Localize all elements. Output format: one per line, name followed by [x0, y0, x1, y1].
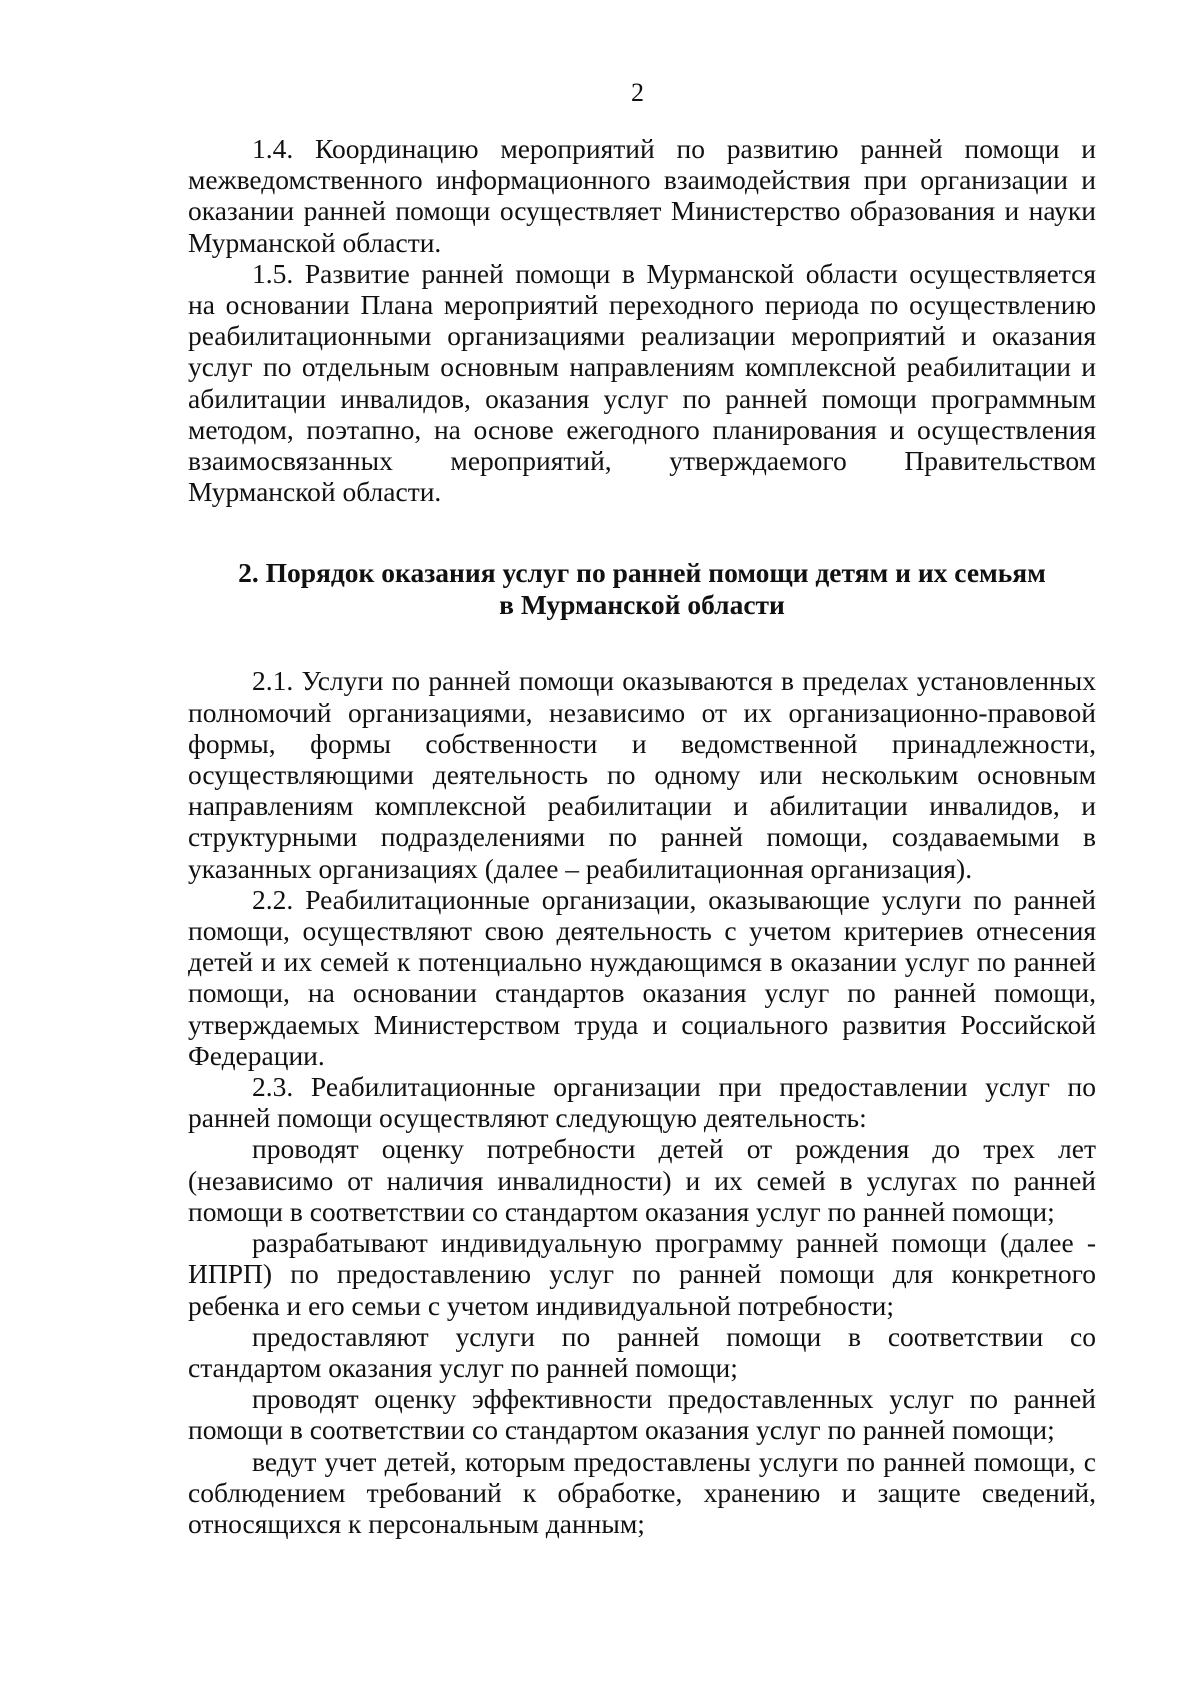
- list-item-records: ведут учет детей, которым предоставлены услуги по ранней помощи, с соблюдением требований к обработке, хранению и защите сведений, относящихся к персональным данным;: [188, 1445, 1096, 1539]
- paragraph-2-2: 2.2. Реабилитационные организации, оказывающие услуги по ранней помощи, осуществляют свою деятельность с учетом критериев отнесения детей и их семей к потенциально нуждающимся в оказании услуг по ранней помощи, на основании стандартов оказания услуг по ранней помощи, утверждаемых Министерством труда и социального развития Российской Федерации.: [188, 883, 1096, 1071]
- paragraph-2-1: 2.1. Услуги по ранней помощи оказываются в пределах установленных полномочий организациями, независимо от их организационно-правовой формы, формы собственности и ведомственной принадлежности, осуществляющими деятельность по одному или нескольким основным направлениям комплексной реабилитации и абилитации инвалидов, и структурными подразделениями по ранней помощи, создаваемыми в указанных организациях (далее – реабилитационная организация).: [188, 665, 1096, 884]
- section-heading-line-2: в Мурманской области: [499, 589, 785, 621]
- list-item-services: предоставляют услуги по ранней помощи в соответствии со стандартом оказания услуг по ранней помощи;: [188, 1320, 1096, 1383]
- section-heading-line-1: 2. Порядок оказания услуг по ранней помощи детям и их семьям: [238, 557, 1046, 589]
- paragraph-1-5: 1.5. Развитие ранней помощи в Мурманской области осуществляется на основании Плана мероприятий переходного периода по осуществлению реабилитационными организациями реализации мероприятий и оказания услуг по отдельным основным направлениям комплексной реабилитации и абилитации инвалидов, оказания услуг по ранней помощи программным методом, поэтапно, на основе ежегодного планирования и осуществления взаимосвязанных мероприятий, утверждаемого Правительством Мурманской области.: [188, 257, 1096, 508]
- list-item-iprp: разрабатывают индивидуальную программу ранней помощи (далее - ИПРП) по предоставлению услуг по ранней помощи для конкретного ребенка и его семьи с учетом индивидуальной потребности;: [188, 1227, 1096, 1321]
- list-item-effectiveness: проводят оценку эффективности предоставленных услуг по ранней помощи в соответствии со стандартом оказания услуг по ранней помощи;: [188, 1383, 1096, 1446]
- paragraph-2-3: 2.3. Реабилитационные организации при предоставлении услуг по ранней помощи осуществляют следующую деятельность:: [188, 1071, 1096, 1134]
- document-body: [188, 133, 1096, 1539]
- paragraph-1-4: 1.4. Координацию мероприятий по развитию ранней помощи и межведомственного информационного взаимодействия при организации и оказании ранней помощи осуществляет Министерство образования и науки Мурманской области.: [188, 133, 1096, 258]
- page-number: 2: [631, 78, 644, 107]
- list-item-assessment: проводят оценку потребности детей от рождения до трех лет (независимо от наличия инвалидности) и их семей в услугах по ранней помощи в соответствии со стандартом оказания услуг по ранней помощи;: [188, 1133, 1096, 1227]
- section-heading: [188, 557, 1096, 621]
